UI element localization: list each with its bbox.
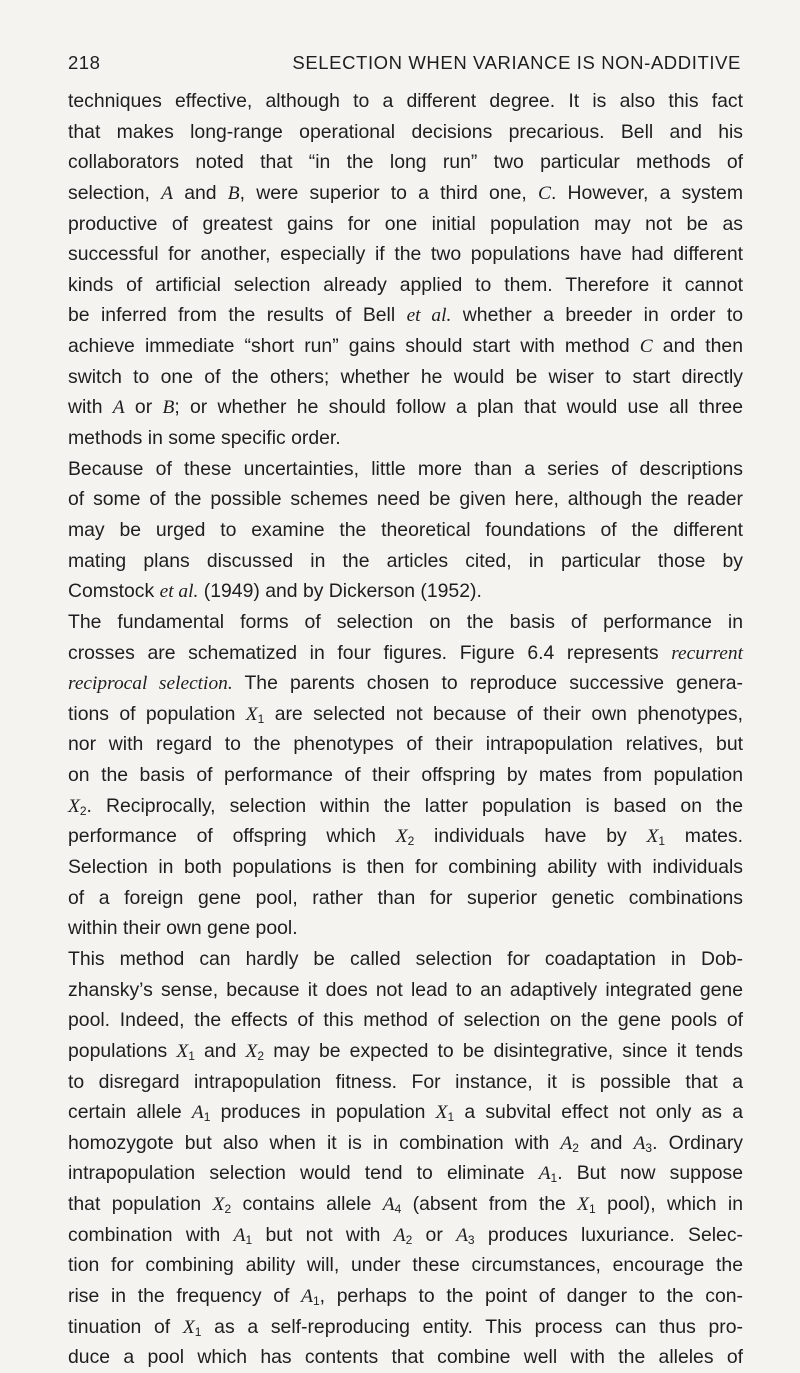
text-line: methods in some specific order.	[68, 427, 341, 450]
text-line: on the basis of performance of their offspring by mates from population	[68, 764, 743, 787]
text-line: within their own gene pool.	[68, 917, 298, 940]
text-line: of a foreign gene pool, rather than for superior genetic combinations	[68, 886, 743, 909]
text-line: to disregard intrapopulation fitness. For instance, it is possible that a	[68, 1070, 743, 1093]
text-line: populations $X_1$ and $X_2$ may be expected to be disintegrative, since it tends	[68, 1039, 743, 1063]
text-line: nor with regard to the phenotypes of their intrapopulation relatives, but	[68, 733, 743, 756]
text-line: This method can hardly be called selection for coadaptation in Dob-	[68, 947, 743, 970]
text-line: tions of population $X_1$ are selected not because of their own phenotypes,	[68, 702, 743, 726]
text-line: zhansky’s sense, because it does not lead to an adaptively integrated gene	[68, 978, 743, 1001]
text-line: collaborators noted that “in the long run” two particular methods of	[68, 151, 743, 174]
text-line: Selection in both populations is then for combining ability with individuals	[68, 856, 743, 879]
text-line: tion for combining ability will, under these circumstances, encourage the	[68, 1254, 743, 1277]
text-line: performance of offspring which $X_2$ individuals have by $X_1$ mates.	[68, 825, 743, 849]
text-line: techniques effective, although to a different degree. It is also this fact	[68, 90, 743, 112]
text-line: selection, A and B, were superior to a third one, C. However, a system	[68, 181, 743, 204]
text-line: rise in the frequency of $A_1$, perhaps to the point of danger to the con-	[68, 1284, 743, 1308]
text-line: of some of the possible schemes need be given here, although the reader	[68, 488, 743, 511]
text-line: tinuation of $X_1$ as a self-reproducing entity. This process can thus pro-	[68, 1315, 743, 1339]
body-text	[68, 86, 743, 1373]
text-line: reciprocal selection. The parents chosen to reproduce successive genera-	[68, 672, 743, 695]
text-line: may be urged to examine the theoretical foundations of the different	[68, 518, 743, 541]
text-line: productive of greatest gains for one initial population may not be as	[68, 212, 743, 235]
text-line: Comstock et al. (1949) and by Dickerson (1952).	[68, 580, 482, 603]
text-line: with A or B; or whether he should follow a plan that would use all three	[68, 396, 743, 419]
text-line: $X_2$. Reciprocally, selection within the latter population is based on the	[68, 794, 743, 818]
text-line: certain allele $A_1$ produces in population $X_1$ a subvital effect not only as a	[68, 1101, 743, 1125]
text-line: pool. Indeed, the effects of this method of selection on the gene pools of	[68, 1009, 743, 1032]
text-line: switch to one of the others; whether he would be wiser to start directly	[68, 365, 743, 388]
text-line: that makes long-range operational decisions precarious. Bell and his	[68, 120, 743, 143]
text-line: mating plans discussed in the articles cited, in particular those by	[68, 549, 743, 572]
text-line: achieve immediate “short run” gains should start with method C and then	[68, 335, 743, 358]
running-head	[68, 52, 741, 82]
text-line: Because of these uncertainties, little more than a series of descriptions	[68, 457, 743, 480]
running-title: SELECTION WHEN VARIANCE IS NON-ADDITIVE	[292, 52, 741, 73]
text-line: duce a pool which has contents that combine well with the alleles of	[68, 1346, 743, 1369]
text-line: homozygote but also when it is in combination with $A_2$ and $A_3$. Ordinary	[68, 1131, 743, 1155]
text-line: combination with $A_1$ but not with $A_2$ or $A_3$ produces luxuriance. Selec-	[68, 1223, 743, 1247]
text-line: intrapopulation selection would tend to eliminate $A_1$. But now suppose	[68, 1162, 743, 1186]
text-line: crosses are schematized in four figures. Figure 6.4 represents recurrent	[68, 641, 743, 664]
page-number: 218	[68, 52, 101, 73]
text-line: be inferred from the results of Bell et al. whether a breeder in order to	[68, 304, 743, 327]
text-line: kinds of artificial selection already applied to them. Therefore it cannot	[68, 273, 743, 296]
text-line: successful for another, especially if the two populations have had different	[68, 243, 743, 266]
text-line: that population $X_2$ contains allele $A_4$ (absent from the $X_1$ pool), which in	[68, 1193, 743, 1217]
text-line: The fundamental forms of selection on the basis of performance in	[68, 610, 743, 633]
